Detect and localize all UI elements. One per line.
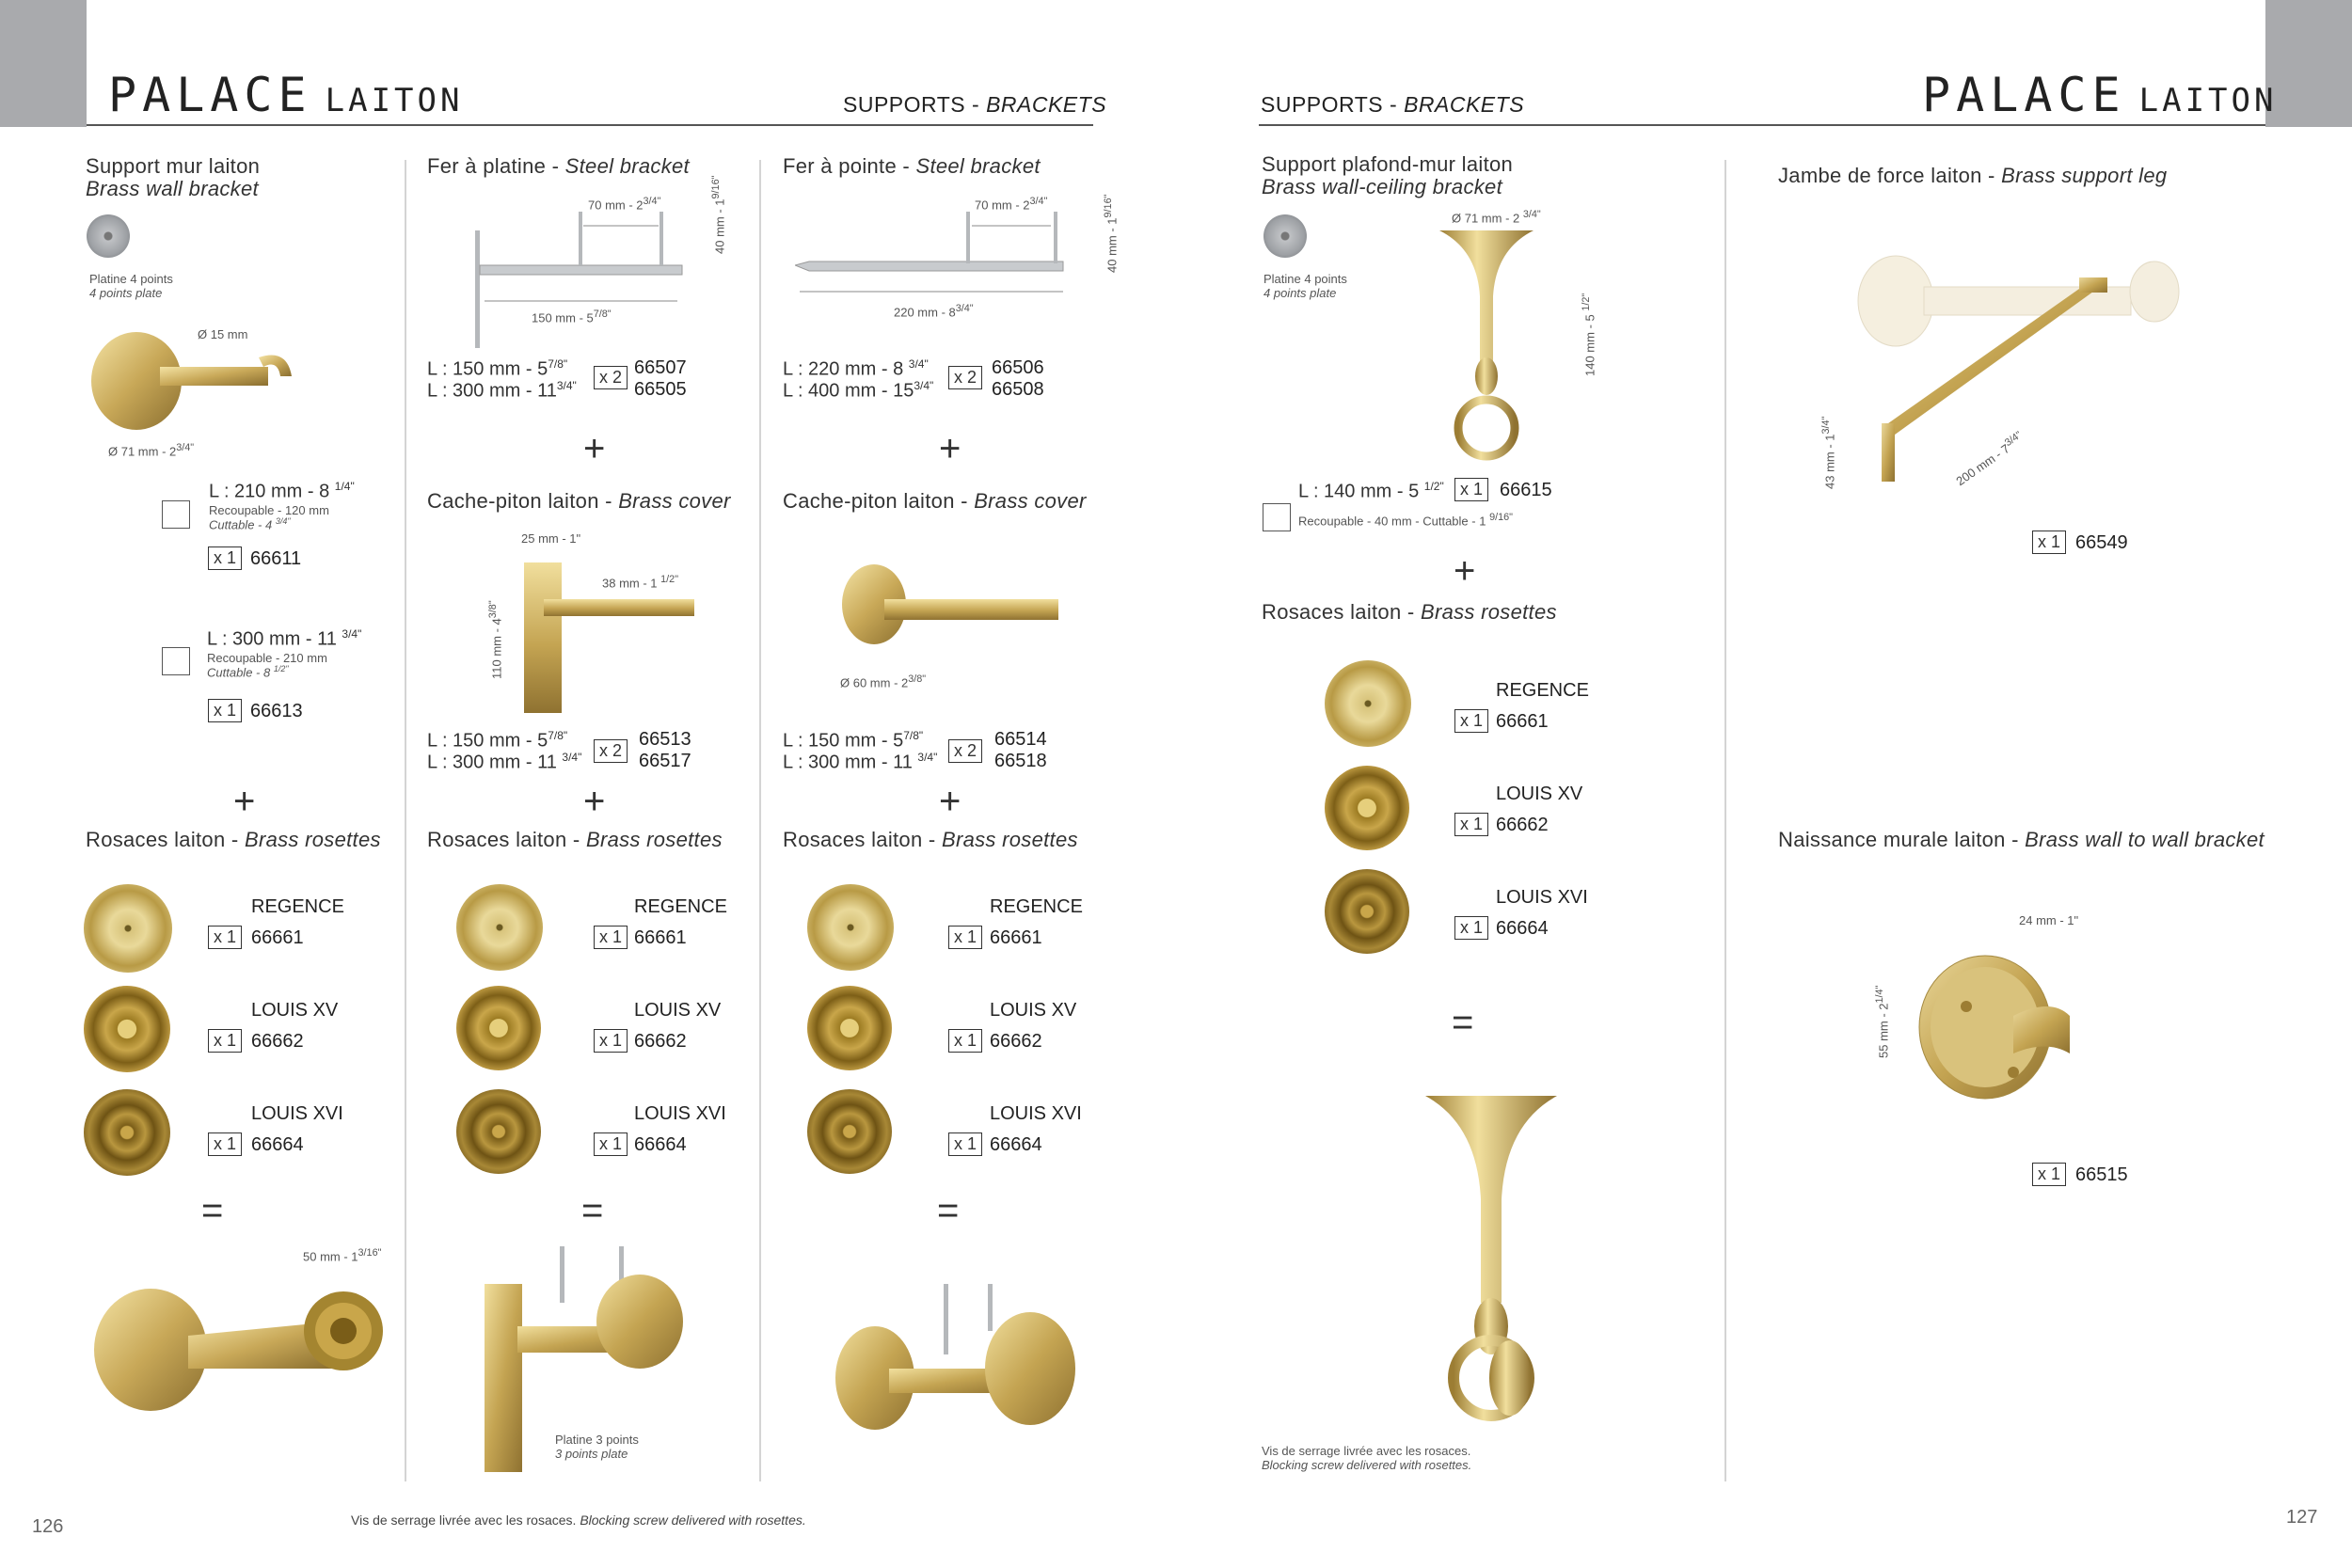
dim-frac: 3/16" <box>358 1247 382 1259</box>
col2-cover-dim-l <box>602 574 678 590</box>
cut-text: Recoupable - 40 mm - Cuttable - 1 <box>1298 514 1486 529</box>
louis-xv-label: LOUIS XV <box>1496 784 1583 804</box>
dim-text: 40 mm - 1 <box>712 198 727 254</box>
dim-frac: 3/4" <box>1522 209 1541 220</box>
wall-to-wall-bracket-drawing <box>1910 950 2098 1110</box>
dim-frac: 7/8" <box>593 309 612 320</box>
col2-dim-height <box>710 176 726 254</box>
dim-text: 70 mm - 2 <box>588 198 644 213</box>
steel-plate-bracket-drawing <box>466 198 710 348</box>
len-text: L : 220 mm - 8 <box>783 358 904 380</box>
col4-foot-en: Blocking screw delivered with rosettes. <box>1262 1458 1472 1472</box>
col1-v2-code: 66613 <box>250 701 303 721</box>
len-frac: 3/4" <box>914 379 934 392</box>
dim-frac: 9/16" <box>1103 194 1114 218</box>
dim-frac: 3/4" <box>2002 429 2025 450</box>
louis-xv-rosette-image <box>456 986 541 1070</box>
plus-sign: + <box>233 781 256 822</box>
dim-frac: 3/4" <box>1029 196 1048 207</box>
col5-qty: x 1 <box>2032 531 2066 554</box>
page-number-right: 127 <box>2286 1507 2318 1528</box>
col1-v2-cut-en <box>207 664 289 679</box>
col3-cover-title <box>783 489 1087 514</box>
dim-text: Ø 71 mm - 2 <box>1452 211 1520 226</box>
col3-cover-code-1: 66514 <box>994 729 1047 750</box>
plate-4-points-image <box>1263 214 1307 258</box>
title-fr: Fer à pointe - <box>783 154 911 178</box>
louis-xv-label: LOUIS XV <box>634 1000 722 1021</box>
regence-label: REGENCE <box>1496 680 1589 701</box>
regence-code: 66661 <box>1496 711 1549 732</box>
len-frac: 7/8" <box>548 729 568 742</box>
plus-sign: + <box>583 781 606 822</box>
col5-dim2-width: 24 mm - 1" <box>2019 913 2079 927</box>
col5-qty2: x 1 <box>2032 1163 2066 1186</box>
louis-xvi-code: 66664 <box>990 1134 1042 1155</box>
cuttable-icon <box>162 647 190 675</box>
dim-text: 110 mm - 4 <box>489 618 504 679</box>
section-fr: SUPPORTS <box>1261 92 1384 117</box>
col2-title <box>427 154 690 179</box>
dim-frac: 1/2" <box>660 574 679 585</box>
title-fr: Fer à platine - <box>427 154 560 178</box>
regence-rosette-image <box>84 884 172 973</box>
louis-xvi-code: 66664 <box>634 1134 687 1155</box>
dim-text: 43 mm - 1 <box>1822 434 1837 489</box>
col3-dim-length <box>894 303 974 319</box>
regence-label: REGENCE <box>251 896 344 917</box>
cover-arm-image <box>544 599 694 616</box>
ceiling-bracket-assembled-image <box>1421 1096 1562 1425</box>
equals-sign: = <box>581 1190 604 1231</box>
col2-cover-dim-w: 25 mm - 1" <box>521 531 581 546</box>
ros-title-fr: Rosaces laiton - <box>427 828 580 851</box>
brand-title-right <box>1922 68 2277 122</box>
header-rule-left <box>87 124 1093 126</box>
cut-text: Cuttable - 8 <box>207 665 271 680</box>
len-text: L : 150 mm - 5 <box>783 730 904 752</box>
louis-xvi-label: LOUIS XVI <box>1496 887 1588 908</box>
section-sep: - <box>1390 92 1398 117</box>
col1-title-fr: Support mur laiton <box>86 154 261 178</box>
col2-cover-qty: x 2 <box>594 739 628 763</box>
len-text: L : 300 mm - 11 <box>427 752 557 773</box>
louis-xv-qty: x 1 <box>1454 813 1488 836</box>
col4-length <box>1298 480 1444 503</box>
col4-rosettes-title <box>1262 600 1557 625</box>
equals-sign: = <box>201 1190 224 1231</box>
ros-title-en: Brass rosettes <box>1420 600 1557 624</box>
col2-qty: x 2 <box>594 366 628 389</box>
section-title-left <box>843 92 1106 118</box>
dim-text: 140 mm - 5 <box>1582 314 1597 376</box>
right-grey-tab <box>2265 0 2352 127</box>
col2-cover-code-2: 66517 <box>639 751 691 771</box>
cuttable-icon <box>1263 503 1291 531</box>
cover-en: Brass cover <box>618 489 731 513</box>
regence-qty: x 1 <box>948 926 982 949</box>
dim-text: 38 mm - 1 <box>602 576 658 591</box>
col1-v1-cut-en <box>209 516 291 531</box>
regence-code: 66661 <box>634 927 687 948</box>
wall-bracket-assembled-image <box>89 1270 390 1430</box>
col1-rosettes-title <box>86 828 381 852</box>
col5-code: 66549 <box>2075 532 2128 553</box>
col2-code-1: 66507 <box>634 357 687 378</box>
footer-note <box>351 1513 806 1528</box>
len-frac: 7/8" <box>903 729 924 742</box>
col3-dim-top <box>975 196 1047 212</box>
col2-plate-fr: Platine 3 points <box>555 1433 639 1447</box>
louis-xv-label: LOUIS XV <box>990 1000 1077 1021</box>
col3-code-2: 66508 <box>992 379 1044 400</box>
dim-text: Ø 71 mm - 2 <box>108 444 177 459</box>
title2-fr: Naissance murale laiton - <box>1778 828 2019 851</box>
louis-xvi-qty: x 1 <box>1454 916 1488 940</box>
len-text: L : 150 mm - 5 <box>427 358 548 380</box>
col4-title-fr: Support plafond-mur laiton <box>1262 152 1514 176</box>
len-text: L : 140 mm - 5 <box>1298 481 1420 502</box>
len-text: L : 400 mm - 15 <box>783 380 914 402</box>
section-title-right <box>1261 92 1524 118</box>
louis-xvi-rosette-image <box>1325 869 1409 954</box>
len-frac: 1/2" <box>1423 480 1444 493</box>
dim-text: Ø 60 mm - 2 <box>840 675 909 690</box>
len-text: L : 300 mm - 11 <box>783 752 913 773</box>
dim-text: 40 mm - 1 <box>1104 217 1120 273</box>
col2-dim-length <box>532 309 612 325</box>
col5-title <box>1778 164 2167 188</box>
len-text: L : 150 mm - 5 <box>427 730 548 752</box>
col3-dim-height <box>1103 195 1119 273</box>
title2-en: Brass wall to wall bracket <box>2025 828 2265 851</box>
louis-xv-qty: x 1 <box>948 1029 982 1053</box>
col5-code2: 66515 <box>2075 1164 2128 1185</box>
len-frac: 1/4" <box>334 480 355 493</box>
regence-qty: x 1 <box>1454 709 1488 733</box>
regence-qty: x 1 <box>594 926 628 949</box>
col4-title-en: Brass wall-ceiling bracket <box>1262 175 1502 198</box>
regence-qty: x 1 <box>208 926 242 949</box>
louis-xv-code: 66662 <box>251 1031 304 1052</box>
col2-dim-top <box>588 196 660 212</box>
louis-xv-code: 66662 <box>990 1031 1042 1052</box>
dim-text: 200 mm - 7 <box>1953 441 2012 489</box>
len-text: L : 210 mm - 8 <box>209 481 330 502</box>
cover-en: Brass cover <box>974 489 1087 513</box>
point-bracket-assembled-image <box>833 1279 1087 1449</box>
len-frac: 7/8" <box>548 357 568 371</box>
louis-xvi-rosette-image <box>84 1089 170 1176</box>
regence-rosette-image <box>456 884 543 971</box>
dim-frac: 1/2" <box>1581 293 1592 311</box>
col2-cover-length-1 <box>427 729 567 752</box>
col4-cut <box>1298 512 1513 528</box>
brand-title-left <box>108 68 463 122</box>
louis-xvi-code: 66664 <box>1496 918 1549 939</box>
title-en: Steel bracket <box>564 154 690 178</box>
regence-code: 66661 <box>251 927 304 948</box>
len-frac: 3/4" <box>908 357 929 371</box>
col3-cover-qty: x 2 <box>948 739 982 763</box>
len-frac: 3/4" <box>342 627 362 641</box>
louis-xvi-code: 66664 <box>251 1134 304 1155</box>
col2-rosettes-title <box>427 828 723 852</box>
plus-sign: + <box>583 428 606 469</box>
cut-frac: 3/4" <box>275 516 291 526</box>
section-en: BRACKETS <box>1404 92 1525 117</box>
brand-laiton: LAITON <box>2138 82 2278 119</box>
plus-sign: + <box>1454 550 1476 592</box>
col1-v2-qty: x 1 <box>208 699 242 722</box>
col1-v1-length <box>209 480 355 503</box>
regence-rosette-image <box>807 884 894 971</box>
col4-dim-top <box>1452 209 1541 225</box>
title-en: Steel bracket <box>915 154 1041 178</box>
col5-dim2-height <box>1874 986 1890 1058</box>
louis-xv-label: LOUIS XV <box>251 1000 339 1021</box>
col4-dim-height <box>1581 293 1597 376</box>
col3-cover-code-2: 66518 <box>994 751 1047 771</box>
col3-rosettes-title <box>783 828 1078 852</box>
louis-xvi-rosette-image <box>456 1089 541 1174</box>
ros-title-fr: Rosaces laiton - <box>783 828 936 851</box>
len-text: L : 300 mm - 11 <box>427 380 557 402</box>
cuttable-icon <box>162 500 190 529</box>
louis-xv-rosette-image <box>807 986 892 1070</box>
col3-length-1 <box>783 357 929 381</box>
col3-length-2 <box>783 379 933 403</box>
dim-text: 150 mm - 5 <box>532 310 594 325</box>
louis-xvi-qty: x 1 <box>208 1132 242 1156</box>
col4-qty: x 1 <box>1454 478 1488 501</box>
equals-sign: = <box>1452 1002 1474 1043</box>
col1-v1-qty: x 1 <box>208 546 242 570</box>
brand-laiton: LAITON <box>325 82 464 119</box>
ros-title-en: Brass rosettes <box>941 828 1078 851</box>
header-rule-right <box>1259 124 2265 126</box>
col3-code-1: 66506 <box>992 357 1044 378</box>
dim-text: 55 mm - 2 <box>1876 1003 1891 1058</box>
col1-dim-base <box>108 442 194 458</box>
len-text: L : 300 mm - 11 <box>207 628 337 650</box>
col1-v2-length <box>207 627 361 651</box>
col1-plate-en: 4 points plate <box>89 286 163 300</box>
len-frac: 3/4" <box>562 751 582 764</box>
column-divider <box>759 160 761 1481</box>
col2-code-2: 66505 <box>634 379 687 400</box>
col1-result-dim <box>303 1247 381 1263</box>
louis-xv-qty: x 1 <box>594 1029 628 1053</box>
col2-length-2 <box>427 379 577 403</box>
col4-plate-en: 4 points plate <box>1263 286 1337 300</box>
ros-title-fr: Rosaces laiton - <box>1262 600 1415 624</box>
brand-palace: PALACE <box>108 68 312 122</box>
dim-text: 50 mm - 1 <box>303 1249 358 1264</box>
regence-label: REGENCE <box>634 896 727 917</box>
note-en: Blocking screw delivered with rosettes. <box>580 1513 806 1528</box>
section-fr: SUPPORTS <box>843 92 966 117</box>
col4-code: 66615 <box>1500 480 1552 500</box>
dim-frac: 3/4" <box>176 442 195 453</box>
len-frac: 3/4" <box>556 379 577 392</box>
louis-xvi-label: LOUIS XVI <box>634 1103 726 1124</box>
dim-text: 70 mm - 2 <box>975 198 1030 213</box>
dim-frac: 1/4" <box>1874 985 1885 1004</box>
dim-frac: 3/8" <box>908 673 927 685</box>
dim-frac: 3/4" <box>643 196 661 207</box>
cover-plate-image <box>524 562 562 713</box>
plus-sign: + <box>939 428 961 469</box>
support-leg-drawing <box>1844 240 2192 522</box>
col4-plate-fr: Platine 4 points <box>1263 272 1347 286</box>
col2-length-1 <box>427 357 567 381</box>
dim-text: 220 mm - 8 <box>894 305 956 320</box>
col1-v1-cut-fr: Recoupable - 120 mm <box>209 503 329 517</box>
col2-plate-en: 3 points plate <box>555 1447 628 1461</box>
louis-xv-qty: x 1 <box>208 1029 242 1053</box>
regence-code: 66661 <box>990 927 1042 948</box>
len-frac: 3/4" <box>917 751 938 764</box>
col1-plate-fr: Platine 4 points <box>89 272 173 286</box>
ros-title-en: Brass rosettes <box>244 828 381 851</box>
cover-fr: Cache-piton laiton - <box>783 489 968 513</box>
regence-label: REGENCE <box>990 896 1083 917</box>
left-grey-tab <box>0 0 87 127</box>
louis-xv-code: 66662 <box>1496 815 1549 835</box>
col4-foot-fr: Vis de serrage livrée avec les rosaces. <box>1262 1444 1471 1458</box>
title-fr: Jambe de force laiton - <box>1778 164 1995 187</box>
col2-cover-title <box>427 489 731 514</box>
louis-xv-rosette-image <box>1325 766 1409 850</box>
section-sep: - <box>972 92 980 117</box>
louis-xvi-qty: x 1 <box>594 1132 628 1156</box>
steel-point-bracket-drawing <box>795 198 1077 320</box>
louis-xv-code: 66662 <box>634 1031 687 1052</box>
col3-cover-length-2 <box>783 751 937 774</box>
col2-cover-dim-h <box>487 600 503 679</box>
ceiling-bracket-drawing <box>1435 230 1538 466</box>
regence-rosette-image <box>1325 660 1411 747</box>
col3-title <box>783 154 1041 179</box>
col1-v1-code: 66611 <box>250 548 302 569</box>
col1-dim-rod: Ø 15 mm <box>198 327 248 341</box>
plus-sign: + <box>939 781 961 822</box>
brand-palace: PALACE <box>1922 68 2126 122</box>
col3-cover-length-1 <box>783 729 923 752</box>
title-en: Brass support leg <box>2001 164 2168 187</box>
dim-frac: 3/4" <box>1820 416 1832 435</box>
dim-frac: 3/4" <box>955 303 974 314</box>
cut-frac: 1/2" <box>273 664 289 673</box>
col1-v2-cut-fr: Recoupable - 210 mm <box>207 651 327 665</box>
col5-dim-height <box>1820 417 1836 489</box>
col1-title-en: Brass wall bracket <box>86 177 259 200</box>
page-number-left: 126 <box>32 1516 64 1537</box>
col2-cover-length-2 <box>427 751 581 774</box>
cut-frac: 9/16" <box>1489 512 1513 523</box>
cut-text: Cuttable - 4 <box>209 517 273 532</box>
ros-title-fr: Rosaces laiton - <box>86 828 239 851</box>
column-divider <box>405 160 406 1481</box>
column-divider <box>1724 160 1726 1481</box>
louis-xvi-qty: x 1 <box>948 1132 982 1156</box>
cover-arm-image <box>884 599 1058 620</box>
louis-xvi-label: LOUIS XVI <box>990 1103 1082 1124</box>
louis-xvi-label: LOUIS XVI <box>251 1103 343 1124</box>
dim-frac: 3/8" <box>487 600 499 619</box>
louis-xv-rosette-image <box>84 986 170 1072</box>
col3-qty: x 2 <box>948 366 982 389</box>
col5-title2 <box>1778 828 2265 852</box>
col3-cover-dim <box>840 673 926 689</box>
col2-cover-code-1: 66513 <box>639 729 691 750</box>
section-en: BRACKETS <box>986 92 1107 117</box>
dim-frac: 9/16" <box>710 175 722 199</box>
louis-xvi-rosette-image <box>807 1089 892 1174</box>
cover-fr: Cache-piton laiton - <box>427 489 612 513</box>
plate-4-points-image <box>87 214 130 258</box>
note-fr: Vis de serrage livrée avec les rosaces. <box>351 1513 577 1528</box>
ros-title-en: Brass rosettes <box>585 828 723 851</box>
equals-sign: = <box>937 1190 960 1231</box>
